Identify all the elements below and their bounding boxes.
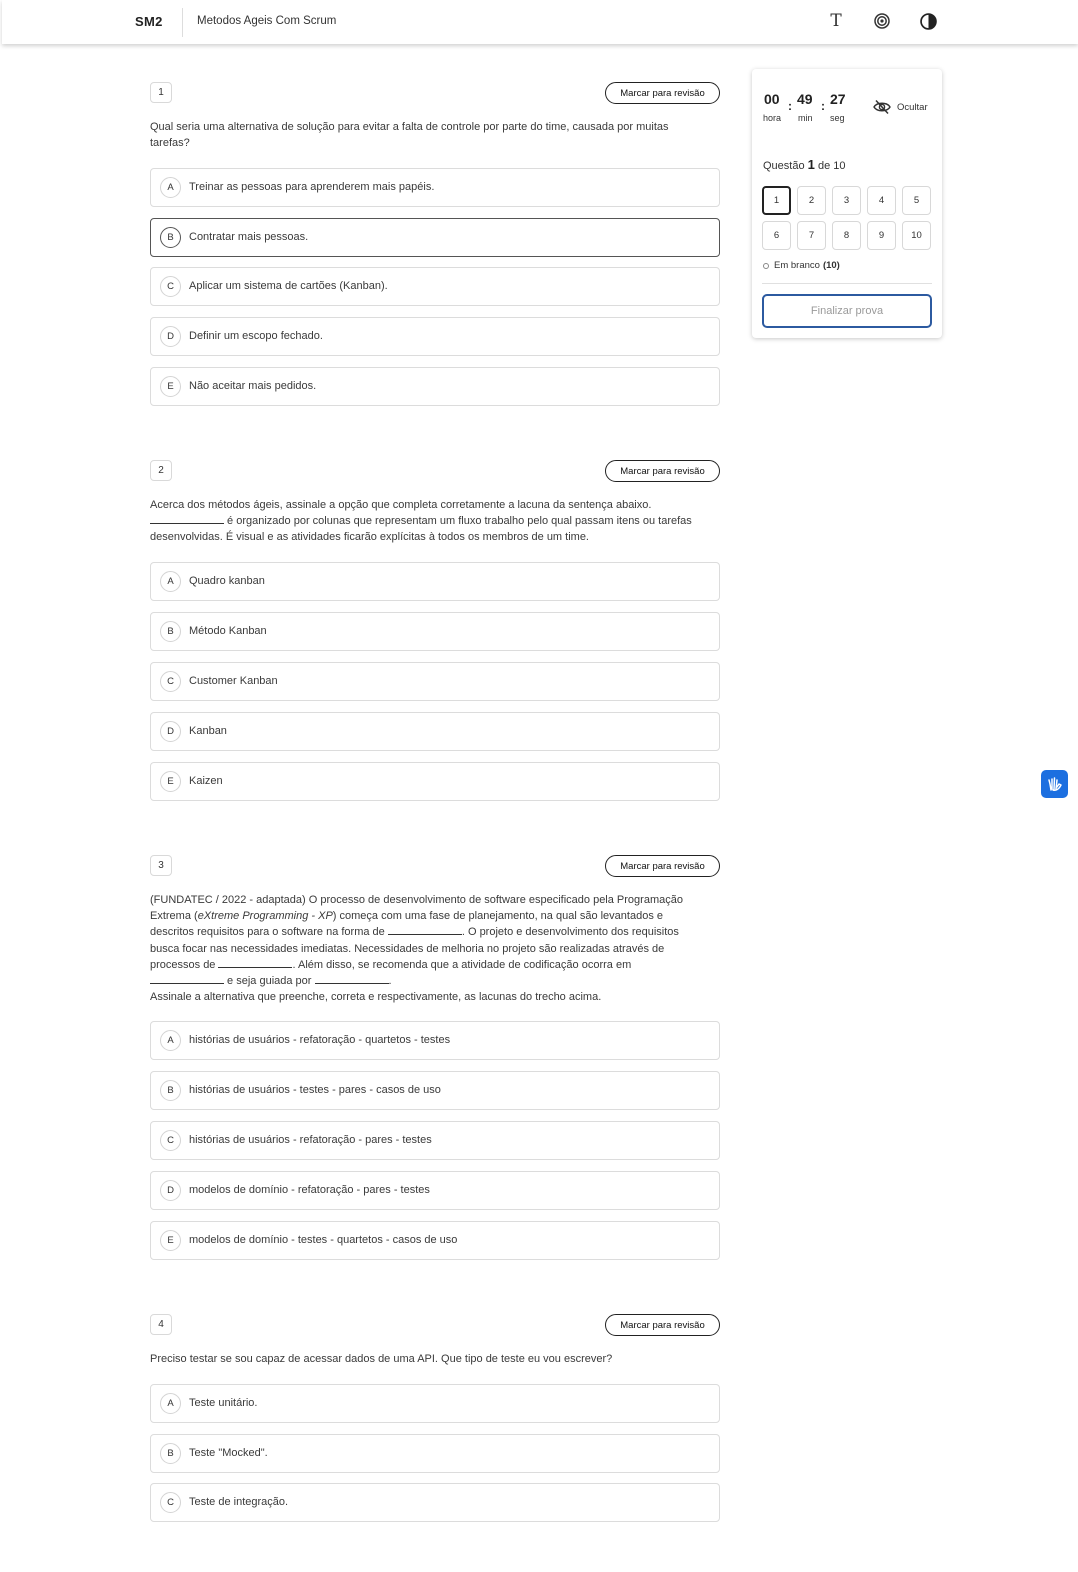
contrast-icon[interactable] <box>918 11 938 31</box>
option-b[interactable] <box>150 1434 720 1473</box>
question-text-line: busca focar nas necessidades imediatas. Necessidades de melhoria no projeto são realizadas através de <box>150 942 665 955</box>
question-text-segment: processos de <box>150 958 219 971</box>
panel-divider <box>762 283 932 284</box>
fill-in-blank <box>150 974 224 984</box>
option-text: Teste de integração. <box>189 1496 289 1508</box>
timer-separator: : <box>788 99 792 113</box>
hide-timer-button[interactable] <box>873 99 928 115</box>
option-letter: D <box>160 326 181 347</box>
question-number: 3 <box>150 855 172 876</box>
top-bar <box>2 0 1078 44</box>
question-text: Preciso testar se sou capaz de acessar dados de uma API. Que tipo de teste eu vou escrever? <box>150 1353 613 1365</box>
option-text: Customer Kanban <box>189 675 278 687</box>
mark-review-button[interactable]: Marcar para revisão <box>605 855 720 877</box>
brand-logo[interactable]: SM2 <box>135 14 163 29</box>
counter-total: de 10 <box>817 160 846 172</box>
question-text-line <box>150 908 720 924</box>
option-letter: D <box>160 721 181 742</box>
question-nav-button[interactable]: 4 <box>867 186 896 215</box>
option-letter: B <box>160 1080 181 1101</box>
option-letter: B <box>160 227 181 248</box>
finish-exam-button[interactable]: Finalizar prova <box>762 294 932 328</box>
option-c[interactable] <box>150 267 720 306</box>
question-text-segment: e seja guiada por <box>224 975 315 988</box>
counter-current: 1 <box>807 157 815 172</box>
timer-hours-label: hora <box>763 113 782 123</box>
option-c[interactable] <box>150 1121 720 1160</box>
question-nav-button[interactable]: 10 <box>902 221 931 250</box>
header-divider <box>182 8 183 37</box>
mark-review-button[interactable]: Marcar para revisão <box>605 460 720 482</box>
option-letter: B <box>160 1443 181 1464</box>
question-nav-button[interactable]: 2 <box>797 186 826 215</box>
option-text: Não aceitar mais pedidos. <box>189 380 317 392</box>
question-nav-button[interactable]: 6 <box>762 221 791 250</box>
question-text-line: Assinale a alternativa que preenche, correta e respectivamente, as lacunas do trecho acima. <box>150 991 602 1004</box>
option-e[interactable] <box>150 367 720 406</box>
question-text-segment: descritos requisitos para o software na forma de <box>150 926 388 939</box>
question-nav-button[interactable]: 7 <box>797 221 826 250</box>
option-letter: E <box>160 1230 181 1251</box>
option-text: Teste "Mocked". <box>189 1447 268 1459</box>
option-text: histórias de usuários - refatoração - pares - testes <box>189 1134 432 1146</box>
option-letter: C <box>160 276 181 297</box>
timer-seconds: 27 <box>830 91 846 107</box>
option-letter: A <box>160 1030 181 1051</box>
mark-review-button[interactable]: Marcar para revisão <box>605 1314 720 1336</box>
option-d[interactable] <box>150 317 720 356</box>
question-text-segment: . O projeto e desenvolvimento dos requisitos <box>461 926 679 939</box>
option-letter: C <box>160 671 181 692</box>
option-letter: B <box>160 621 181 642</box>
option-letter: E <box>160 771 181 792</box>
option-b[interactable] <box>150 218 720 257</box>
question-text <box>150 497 720 546</box>
blank-count: (10) <box>822 260 840 271</box>
option-text: histórias de usuários - refatoração - quartetos - testes <box>189 1034 451 1046</box>
question-number: 2 <box>150 460 172 481</box>
question-text <box>150 892 720 1005</box>
option-text: Quadro kanban <box>189 575 265 587</box>
option-letter: E <box>160 376 181 397</box>
question-number: 4 <box>150 1314 172 1335</box>
option-text: Kaizen <box>189 775 223 787</box>
timer-hours: 00 <box>764 91 780 107</box>
fill-in-blank <box>218 958 292 968</box>
option-text: Contratar mais pessoas. <box>189 231 309 243</box>
question-text-line <box>150 973 720 989</box>
target-icon[interactable] <box>872 11 892 31</box>
option-a[interactable] <box>150 168 720 207</box>
timer-minutes-label: min <box>798 113 813 123</box>
option-text: Treinar as pessoas para aprenderem mais papéis. <box>189 181 435 193</box>
option-text: modelos de domínio - testes - quartetos - casos de uso <box>189 1234 458 1246</box>
option-text: Teste unitário. <box>189 1397 258 1409</box>
option-letter: A <box>160 571 181 592</box>
timer-minutes: 49 <box>797 91 813 107</box>
option-c[interactable] <box>150 1483 720 1522</box>
option-text: modelos de domínio - refatoração - pares - testes <box>189 1184 430 1196</box>
blank-dot-icon <box>763 263 769 269</box>
option-text: Definir um escopo fechado. <box>189 330 323 342</box>
option-letter: C <box>160 1130 181 1151</box>
question-nav-button[interactable]: 9 <box>867 221 896 250</box>
exam-panel <box>752 69 942 338</box>
course-title: Metodos Ageis Com Scrum <box>197 15 337 27</box>
fill-in-blank <box>388 925 462 935</box>
option-a[interactable] <box>150 1384 720 1423</box>
question-text-segment: ) começa com uma fase de planejamento, na qual são levantados e <box>332 910 663 923</box>
question-text-line: Acerca dos métodos ágeis, assinale a opção que completa corretamente a lacuna da sentença abaixo. <box>150 499 652 511</box>
option-text: histórias de usuários - testes - pares - casos de uso <box>189 1084 441 1096</box>
question-text-segment: . Além disso, se recomenda que a atividade de codificação ocorra em <box>292 958 632 971</box>
question-text-segment: é organizado por colunas que representam um fluxo trabalho pelo qual passam itens ou tarefas <box>224 515 692 528</box>
option-b[interactable] <box>150 1071 720 1110</box>
question-counter <box>763 157 845 172</box>
option-d[interactable] <box>150 712 720 751</box>
blank-label: Em branco <box>774 260 820 271</box>
question-text-segment: . <box>388 975 392 988</box>
option-a[interactable] <box>150 562 720 601</box>
option-letter: A <box>160 177 181 198</box>
question-text-line: (FUNDATEC / 2022 - adaptada) O processo de desenvolvimento de software especificado pela Programação <box>150 894 683 906</box>
question-nav-button[interactable]: 1 <box>762 186 791 215</box>
question-text-line: Qual seria uma alternativa de solução para evitar a falta de controle por parte do time, causada por muitas <box>150 121 669 133</box>
option-text: Método Kanban <box>189 625 267 637</box>
question-text-line: tarefas? <box>150 137 190 150</box>
timer-separator: : <box>821 99 825 113</box>
hide-label: Ocultar <box>897 101 928 113</box>
sign-language-icon[interactable] <box>1041 770 1068 798</box>
question-text-line <box>150 957 720 973</box>
fill-in-blank <box>315 974 389 984</box>
option-text: Kanban <box>189 725 227 737</box>
question-text-emphasis: eXtreme Programming - XP <box>197 910 333 923</box>
option-e[interactable] <box>150 762 720 801</box>
mark-review-button[interactable]: Marcar para revisão <box>605 82 720 104</box>
option-letter: C <box>160 1492 181 1513</box>
option-c[interactable] <box>150 662 720 701</box>
blank-legend <box>763 260 840 271</box>
eye-off-icon <box>873 99 891 115</box>
question-nav-button[interactable]: 8 <box>832 221 861 250</box>
question-text-line <box>150 924 720 940</box>
font-size-icon[interactable]: T <box>830 11 842 31</box>
timer-seconds-label: seg <box>830 113 845 123</box>
question-nav-button[interactable]: 3 <box>832 186 861 215</box>
fill-in-blank <box>150 514 224 524</box>
question-text-segment: Extrema ( <box>150 910 198 923</box>
option-letter: D <box>160 1180 181 1201</box>
option-b[interactable] <box>150 612 720 651</box>
option-text: Aplicar um sistema de cartões (Kanban). <box>189 280 388 292</box>
counter-prefix: Questão <box>763 160 805 172</box>
question-text-line: desenvolvidas. É visual e as atividades ficarão explícitas à todos os membros de um time. <box>150 531 589 544</box>
option-e[interactable] <box>150 1221 720 1260</box>
question-text <box>150 119 720 151</box>
question-number: 1 <box>150 82 172 103</box>
option-letter: A <box>160 1393 181 1414</box>
option-d[interactable] <box>150 1171 720 1210</box>
question-nav-button[interactable]: 5 <box>902 186 931 215</box>
option-a[interactable] <box>150 1021 720 1060</box>
question-text-line <box>150 513 720 529</box>
